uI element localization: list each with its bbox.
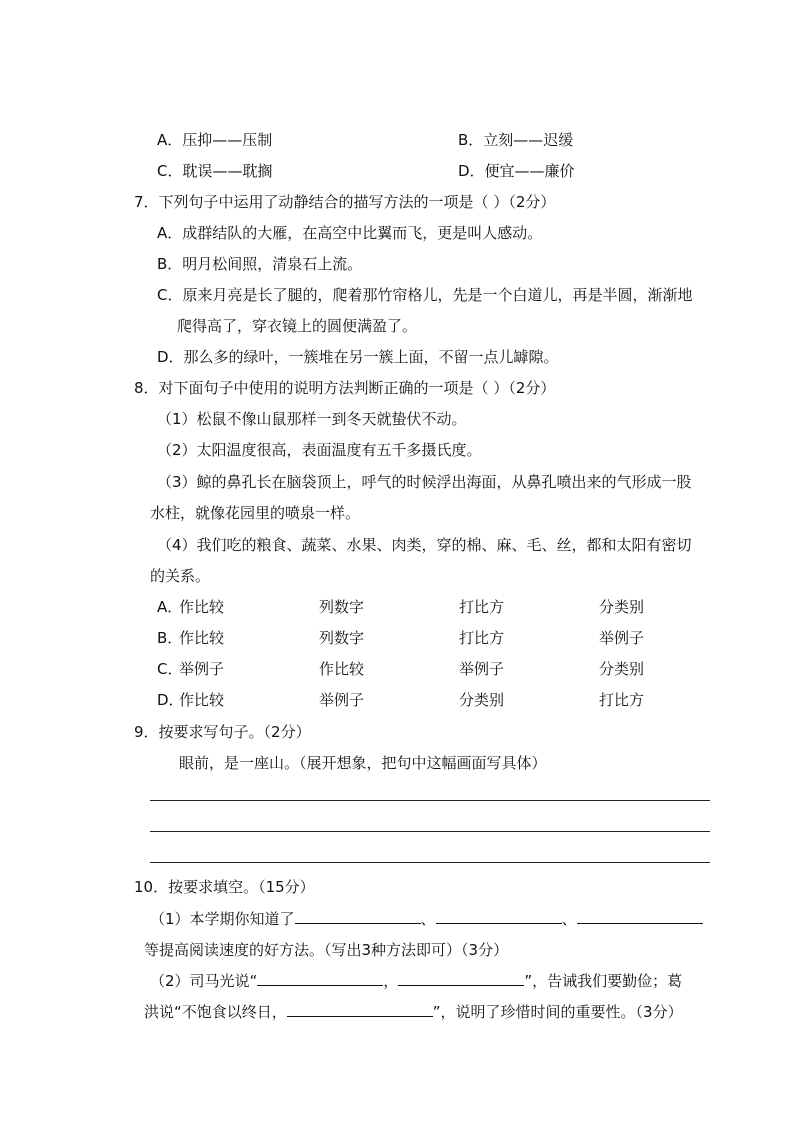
- fill-blank[interactable]: [287, 1002, 433, 1017]
- q9-prompt: 眼前，是一座山。（展开想象，把句中这幅画面写具体）: [179, 754, 547, 772]
- q7-option-a: A．成群结队的大雁，在高空中比翼而飞，更是叫人感动。: [157, 224, 543, 242]
- option-method: 作比较: [179, 691, 225, 709]
- q6-option-c: C．耽误——耽搁: [157, 162, 273, 180]
- option-method: 作比较: [179, 629, 225, 647]
- option-method: 打比方: [459, 629, 505, 647]
- q10-part2-line2-tail: ”，说明了珍惜时间的重要性。（3分）: [432, 1003, 683, 1021]
- q10-part2-line1: [150, 971, 682, 991]
- q8-sentence-1: （1）松鼠不像山鼠那样一到冬天就蛰伏不动。: [157, 410, 467, 428]
- q8-sentence-2: （2）太阳温度很高，表面温度有五千多摄氏度。: [157, 441, 482, 459]
- q6-option-a: A．压抑——压制: [157, 131, 273, 149]
- answer-line-3[interactable]: [150, 862, 710, 863]
- q7-stem: 7．下列句子中运用了动静结合的描写方法的一项是（ ）（2分）: [134, 193, 556, 211]
- fill-blank[interactable]: [577, 909, 703, 924]
- q8-sentence-3-line1: （3）鲸的鼻孔长在脑袋顶上，呼气的时候浮出海面，从鼻孔喷出来的气形成一股: [157, 473, 692, 491]
- option-method: 打比方: [459, 598, 505, 616]
- q7-option-c-line2: 爬得高了，穿衣镜上的圆便满盈了。: [177, 317, 418, 335]
- option-method: 举例子: [459, 660, 505, 678]
- option-label: A．: [157, 598, 183, 616]
- q8-sentence-4-line2: 的关系。: [150, 567, 211, 585]
- comma: ，: [383, 972, 399, 990]
- fill-blank[interactable]: [257, 971, 383, 986]
- option-label: D．: [157, 691, 184, 709]
- option-label: B．: [157, 629, 183, 647]
- option-method: 分类别: [599, 598, 645, 616]
- q7-option-b: B．明月松间照，清泉石上流。: [157, 255, 363, 273]
- option-method: 分类别: [599, 660, 645, 678]
- q10-stem: 10．按要求填空。（15分）: [134, 878, 315, 896]
- q7-option-d: D．那么多的绿叶，一簇堆在另一簇上面，不留一点儿罅隙。: [157, 348, 559, 366]
- q7-option-c-line1: C．原来月亮是长了腿的，爬着那竹帘格儿，先是一个白道儿，再是半圆，渐渐地: [157, 286, 693, 304]
- fill-blank[interactable]: [398, 971, 524, 986]
- q6-option-d: D．便宜——廉价: [458, 162, 575, 180]
- q8-sentence-4-line1: （4）我们吃的粮食、蔬菜、水果、肉类，穿的棉、麻、毛、丝，都和太阳有密切: [157, 536, 692, 554]
- option-method: 分类别: [459, 691, 505, 709]
- q9-stem: 9．按要求写句子。（2分）: [134, 723, 311, 741]
- fill-blank[interactable]: [436, 909, 562, 924]
- q10-part2-mid: ”，告诫我们要勤俭；葛: [524, 972, 683, 990]
- option-method: 列数字: [319, 598, 365, 616]
- option-method: 作比较: [319, 660, 365, 678]
- option-method: 打比方: [599, 691, 645, 709]
- option-method: 举例子: [319, 691, 365, 709]
- answer-line-2[interactable]: [150, 831, 710, 832]
- answer-line-1[interactable]: [150, 800, 710, 801]
- q10-part1-lead: （1）本学期你知道了: [150, 910, 295, 928]
- q10-part1-line1: [150, 909, 703, 929]
- q10-part2-line2-lead: 洪说“不饱食以终日，: [144, 1003, 287, 1021]
- fill-blank[interactable]: [295, 909, 421, 924]
- separator: 、: [420, 910, 436, 928]
- separator: 、: [561, 910, 577, 928]
- option-method: 举例子: [179, 660, 225, 678]
- q10-part2-lead: （2）司马光说“: [150, 972, 258, 990]
- q8-sentence-3-line2: 水柱，就像花园里的喷泉一样。: [150, 504, 361, 522]
- q10-part2-line2: [144, 1002, 683, 1022]
- q10-part1-tail: 等提高阅读速度的好方法。（写出3种方法即可）（3分）: [144, 941, 509, 959]
- option-label: C．: [157, 660, 183, 678]
- option-method: 作比较: [179, 598, 225, 616]
- q8-stem: 8．对下面句子中使用的说明方法判断正确的一项是（ ）（2分）: [134, 379, 556, 397]
- option-method: 举例子: [599, 629, 645, 647]
- option-method: 列数字: [319, 629, 365, 647]
- q6-option-b: B．立刻——迟缓: [458, 131, 574, 149]
